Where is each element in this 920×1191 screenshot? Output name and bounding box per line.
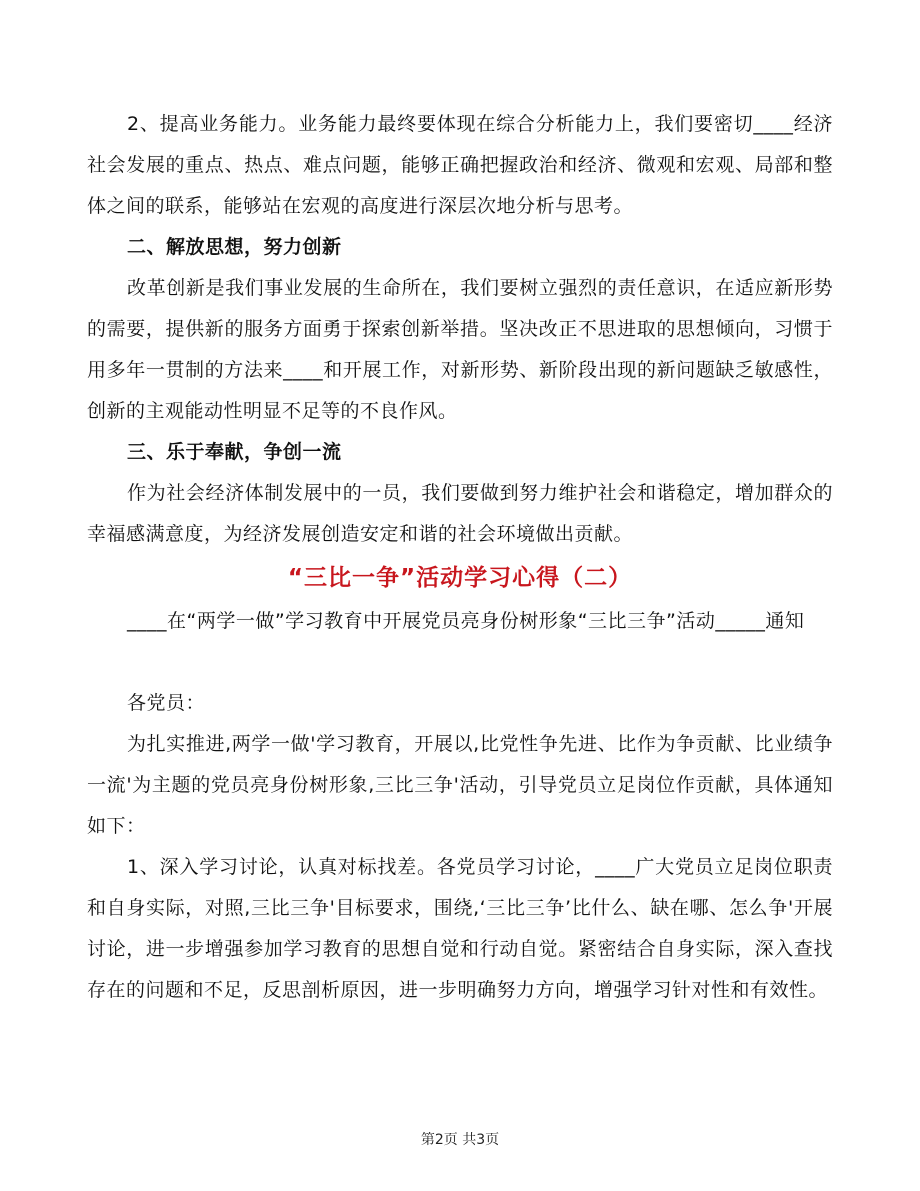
paragraph-innovation: 改革创新是我们事业发展的生命所在，我们要树立强烈的责任意识，在适应新形势的需要，提供新的服务方面勇于探索创新举措。坚决改正不思进取的思想倾向，习惯于用多年一贯制的方法来____和开展工作，对新形势、新阶段出现的新问题缺乏敏感性，创新的主观能动性明显不足等的不良作风。: [87, 277, 833, 422]
section-heading-innovation: 二、解放思想，努力创新: [127, 236, 342, 258]
paragraph-business-ability: 2、提高业务能力。业务能力最终要体现在综合分析能力上，我们要密切____经济社会发展的重点、热点、难点问题，能够正确把握政治和经济、微观和宏观、局部和整体之间的联系，能够站在宏观的高度进行深层次地分析与思考。: [87, 113, 833, 217]
article-title: “三比一争”活动学习心得（二）: [287, 565, 633, 591]
paragraph-notice-title: ____在“两学一做”学习教育中开展党员亮身份树形象“三比三争”活动_____通知: [127, 610, 805, 632]
paragraph-study-discussion: 1、深入学习讨论，认真对标找差。各党员学习讨论，____广大党员立足岗位职责和自身实际，对照,三比三争'目标要求，围绕,‘三比三争’比什么、缺在哪、怎么争'开展讨论，进一步增强参加学习教育的思想自觉和行动自觉。紧密结合自身实际，深入查找存在的问题和不足，反思剖析原因，进一步明确努力方向，增强学习针对性和有效性。: [87, 856, 833, 1001]
paragraph-salutation: 各党员：: [127, 692, 206, 714]
paragraph-notice-intro: 为扎实推进,两学一做'学习教育，开展以,比党性争先进、比作为争贡献、比业绩争一流'为主题的党员亮身份树形象,三比三争'活动，引导党员立足岗位作贡献，具体通知如下：: [87, 733, 833, 837]
page-number-footer: 第2页 共3页: [420, 1132, 500, 1148]
paragraph-dedication: 作为社会经济体制发展中的一员，我们要做到努力维护社会和谐稳定，增加群众的幸福感满意度，为经济发展创造安定和谐的社会环境做出贡献。: [87, 482, 833, 545]
section-heading-dedication: 三、乐于奉献，争创一流: [127, 441, 342, 463]
